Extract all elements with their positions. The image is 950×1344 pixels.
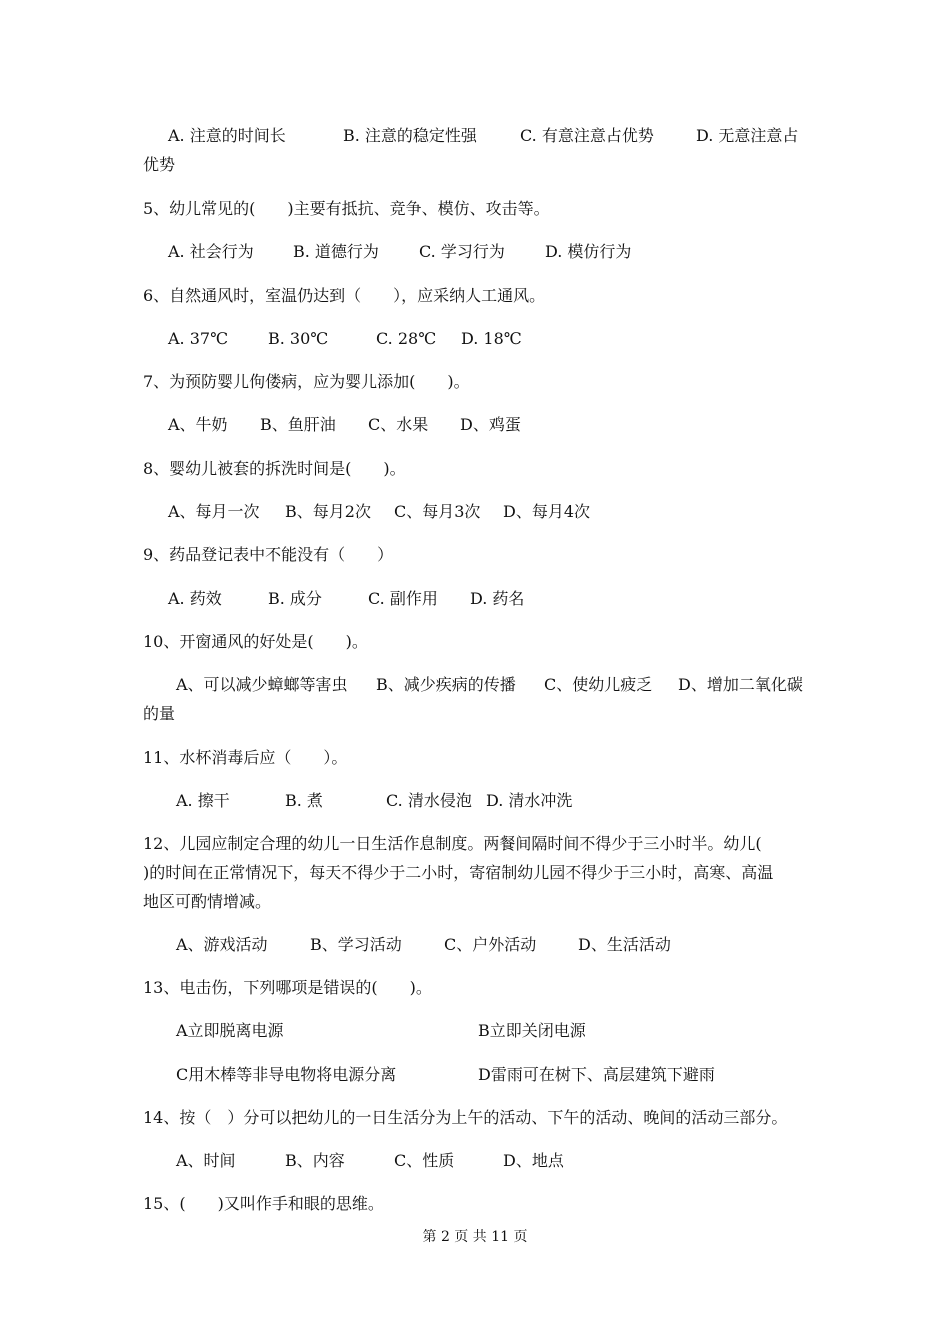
question-10: 10、开窗通风的好处是( )。 — [143, 632, 368, 651]
question-5: 5、幼儿常见的( )主要有抵抗、竞争、模仿、攻击等。 — [143, 199, 550, 218]
option-a: A. 擦干 — [176, 791, 230, 810]
question-11: 11、水杯消毒后应（ ）。 — [143, 748, 348, 767]
question-6: 6、自然通风时，室温仍达到（ ），应采纳人工通风。 — [143, 286, 546, 305]
options-row-q9 — [168, 587, 950, 611]
question-12-line-2: )的时间在正常情况下，每天不得少于二小时，寄宿制幼儿园不得少于三小时，高寒、高温 — [143, 863, 774, 882]
option-d: D、每月4次 — [503, 502, 591, 521]
option-c: C、户外活动 — [444, 935, 537, 954]
question-13: 13、电击伤，下列哪项是错误的( )。 — [143, 978, 432, 997]
option-b: B. 煮 — [285, 791, 323, 810]
options-row-q12 — [168, 933, 950, 957]
option-b: B立即关闭电源 — [478, 1021, 586, 1040]
option-c: C、性质 — [394, 1151, 455, 1170]
option-a: A、牛奶 — [168, 415, 228, 434]
page-footer: 第 2 页 共 11 页 — [422, 1229, 528, 1245]
option-a: A、每月一次 — [168, 502, 260, 521]
option-b: B、鱼肝油 — [260, 415, 336, 434]
option-c: C. 28℃ — [376, 329, 437, 348]
question-12-line-1: 12、儿园应制定合理的幼儿一日生活作息制度。两餐间隔时间不得少于三小时半。幼儿( — [143, 834, 762, 853]
option-c: C、使幼儿疲乏 — [544, 675, 653, 694]
option-a: A立即脱离电源 — [176, 1021, 284, 1040]
option-d: D雷雨可在树下、高层建筑下避雨 — [478, 1065, 715, 1084]
option-b: B、学习活动 — [310, 935, 402, 954]
question-12-line-3: 地区可酌情增减。 — [143, 892, 272, 911]
options-row-q7 — [168, 413, 950, 437]
option-a: A. 社会行为 — [168, 242, 254, 261]
options-row-q4 — [168, 124, 950, 148]
option-d: D. 无意注意占 — [696, 126, 799, 145]
option-c: C. 清水侵泡 — [386, 791, 472, 810]
option-d: D、鸡蛋 — [460, 415, 521, 434]
option-b: B、每月2次 — [285, 502, 371, 521]
question-14: 14、按（ ）分可以把幼儿的一日生活分为上午的活动、下午的活动、晚间的活动三部分。 — [143, 1108, 788, 1127]
option-continuation: 的量 — [143, 704, 176, 723]
options-row-q13-1 — [168, 1019, 950, 1043]
option-a: A、游戏活动 — [176, 935, 268, 954]
question-15: 15、( )又叫作手和眼的思维。 — [143, 1194, 384, 1213]
options-row-q5 — [168, 240, 950, 264]
option-d: D. 18℃ — [461, 329, 522, 348]
option-b: B. 30℃ — [268, 329, 329, 348]
option-b: B、减少疾病的传播 — [376, 675, 516, 694]
option-c: C. 学习行为 — [419, 242, 505, 261]
question-9: 9、药品登记表中不能没有（ ） — [143, 545, 394, 564]
option-c: C. 副作用 — [368, 589, 438, 608]
options-row-q8 — [168, 500, 950, 524]
option-a: A、时间 — [176, 1151, 236, 1170]
option-a: A. 药效 — [168, 589, 222, 608]
option-d: D. 药名 — [470, 589, 525, 608]
option-c: C. 有意注意占优势 — [520, 126, 654, 145]
option-continuation: 优势 — [143, 155, 176, 174]
options-row-q6 — [168, 327, 950, 351]
option-b: B. 成分 — [268, 589, 322, 608]
option-d: D、增加二氧化碳 — [678, 675, 803, 694]
option-a: A. 37℃ — [168, 329, 228, 348]
options-row-q11 — [168, 789, 950, 813]
options-row-q13-2 — [168, 1063, 950, 1087]
option-d: D. 清水冲洗 — [486, 791, 573, 810]
option-a: A. 注意的时间长 — [168, 126, 286, 145]
option-c: C、每月3次 — [394, 502, 481, 521]
option-c: C、水果 — [368, 415, 429, 434]
question-8: 8、婴幼儿被套的拆洗时间是( )。 — [143, 459, 406, 478]
options-row-q14 — [168, 1149, 950, 1173]
option-c: C用木棒等非导电物将电源分离 — [176, 1065, 397, 1084]
option-d: D. 模仿行为 — [545, 242, 632, 261]
option-b: B、内容 — [285, 1151, 345, 1170]
option-b: B. 注意的稳定性强 — [343, 126, 477, 145]
option-b: B. 道德行为 — [293, 242, 379, 261]
option-a: A、可以减少蟑螂等害虫 — [176, 675, 348, 694]
question-7: 7、为预防婴儿佝偻病，应为婴儿添加( )。 — [143, 372, 470, 391]
option-d: D、地点 — [503, 1151, 564, 1170]
option-d: D、生活活动 — [578, 935, 671, 954]
options-row-q10 — [168, 673, 950, 697]
